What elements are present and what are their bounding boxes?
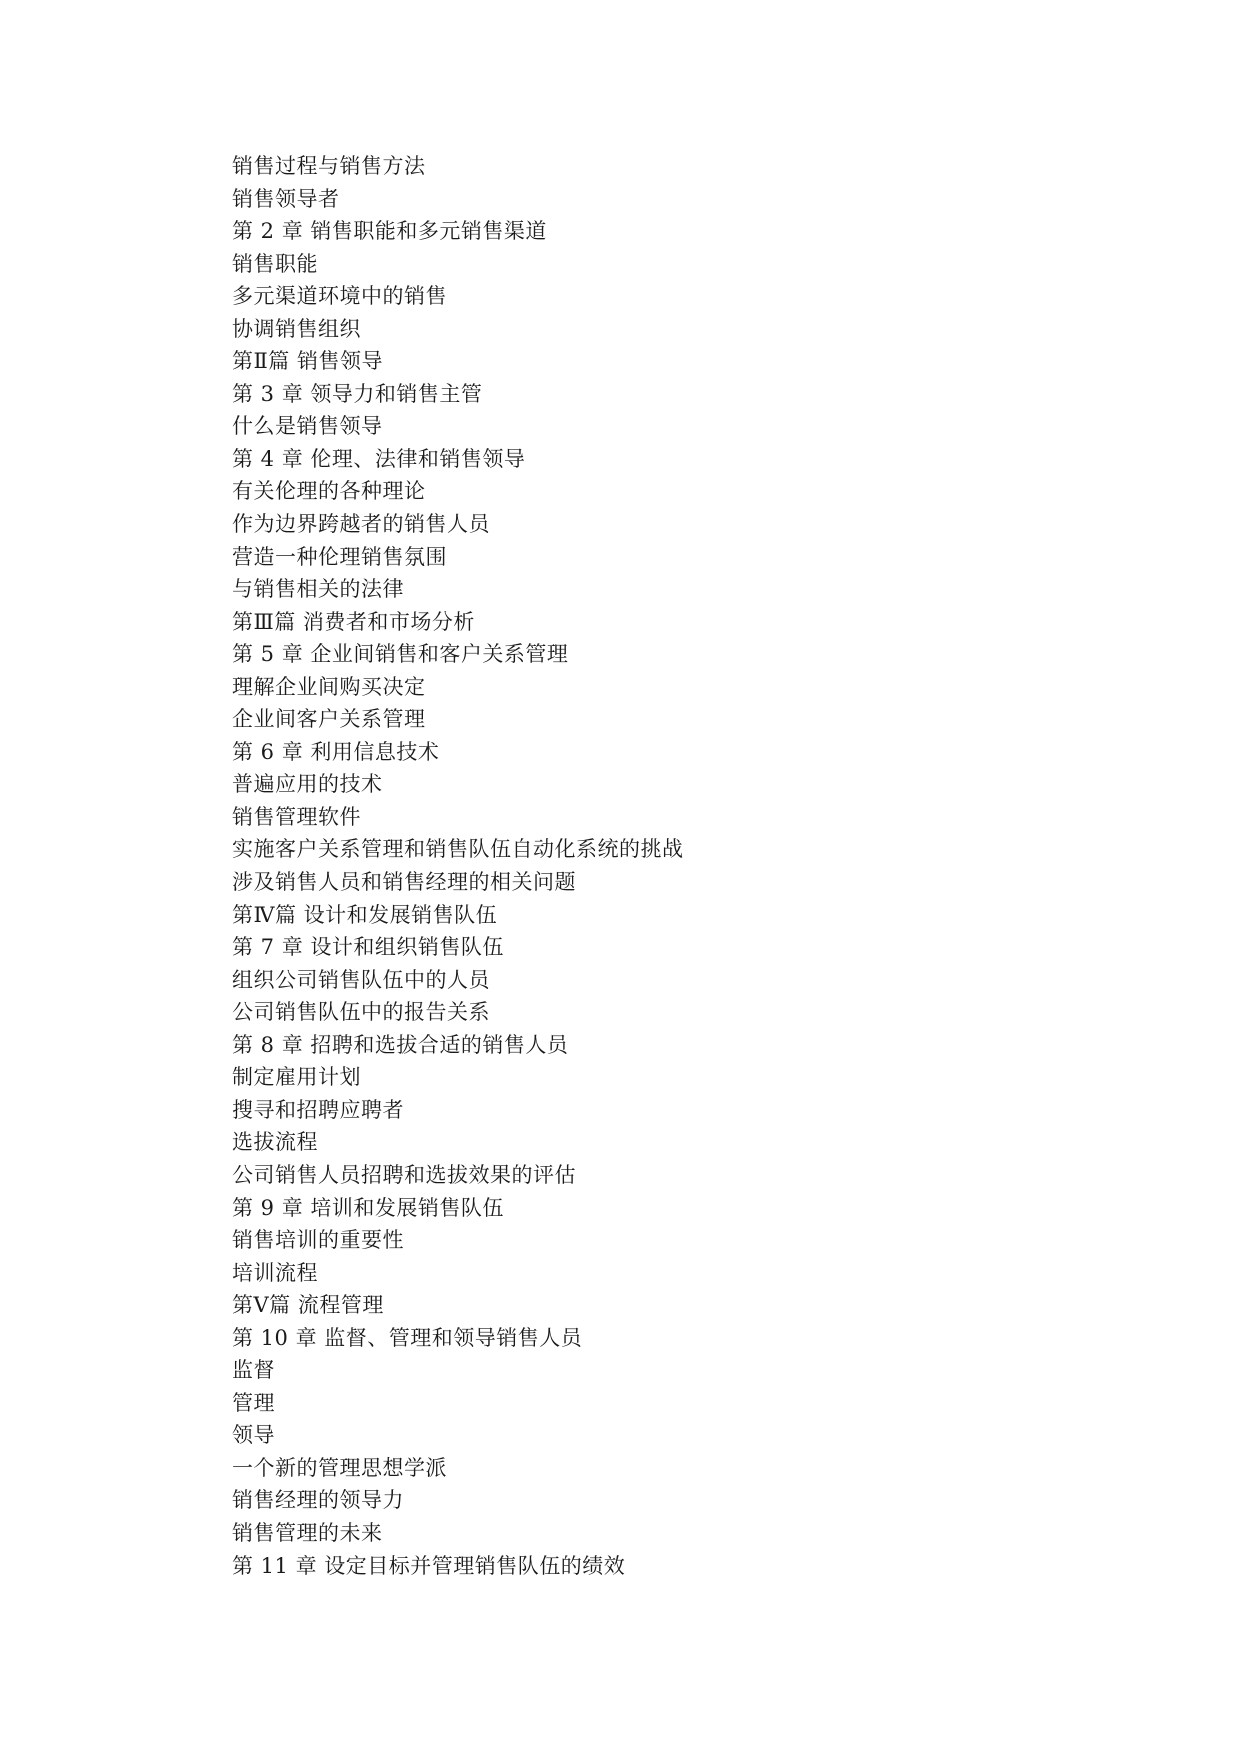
toc-line: 第 7 章 设计和组织销售队伍	[232, 935, 504, 960]
toc-line: 营造一种伦理销售氛围	[232, 544, 447, 569]
toc-line: 第Ⅱ篇 销售领导	[232, 349, 383, 374]
toc-line: 第 9 章 培训和发展销售队伍	[232, 1195, 504, 1220]
toc-line: 销售管理的未来	[232, 1520, 383, 1545]
table-of-contents	[232, 150, 684, 1582]
toc-line: 销售培训的重要性	[232, 1228, 404, 1253]
toc-line: 选拔流程	[232, 1130, 318, 1155]
toc-line: 第 3 章 领导力和销售主管	[232, 381, 483, 406]
toc-line: 第 6 章 利用信息技术	[232, 739, 440, 764]
toc-line: 一个新的管理思想学派	[232, 1455, 447, 1480]
toc-line: 销售职能	[232, 251, 318, 276]
toc-line: 第 2 章 销售职能和多元销售渠道	[232, 219, 547, 244]
toc-line: 第 4 章 伦理、法律和销售领导	[232, 446, 526, 471]
toc-line: 搜寻和招聘应聘者	[232, 1097, 404, 1122]
toc-line: 第 8 章 招聘和选拔合适的销售人员	[232, 1032, 569, 1057]
toc-line: 涉及销售人员和销售经理的相关问题	[232, 870, 576, 895]
toc-line: 管理	[232, 1390, 275, 1415]
toc-line: 与销售相关的法律	[232, 577, 404, 602]
toc-line: 公司销售人员招聘和选拔效果的评估	[232, 1162, 576, 1187]
toc-line: 第 10 章 监督、管理和领导销售人员	[232, 1325, 583, 1350]
toc-line: 销售过程与销售方法	[232, 154, 426, 178]
toc-line: 监督	[232, 1358, 275, 1383]
toc-line: 第 11 章 设定目标并管理销售队伍的绩效	[232, 1553, 626, 1578]
toc-line: 第Ⅲ篇 消费者和市场分析	[232, 609, 475, 634]
toc-line: 制定雇用计划	[232, 1065, 361, 1090]
toc-line: 销售经理的领导力	[232, 1488, 404, 1513]
toc-line: 协调销售组织	[232, 316, 361, 341]
toc-line: 实施客户关系管理和销售队伍自动化系统的挑战	[232, 837, 684, 862]
toc-line: 培训流程	[232, 1260, 318, 1285]
toc-line: 什么是销售领导	[232, 414, 383, 439]
toc-line: 企业间客户关系管理	[232, 707, 426, 732]
toc-line: 有关伦理的各种理论	[232, 479, 426, 504]
toc-line: 公司销售队伍中的报告关系	[232, 1000, 490, 1025]
toc-line: 普遍应用的技术	[232, 772, 383, 797]
toc-line: 销售领导者	[232, 186, 340, 211]
toc-line: 销售管理软件	[232, 804, 361, 829]
toc-line: 第Ⅳ篇 设计和发展销售队伍	[232, 902, 498, 927]
toc-line: 领导	[232, 1423, 275, 1448]
toc-line: 组织公司销售队伍中的人员	[232, 967, 490, 992]
toc-line: 多元渠道环境中的销售	[232, 284, 447, 309]
toc-line: 第Ⅴ篇 流程管理	[232, 1293, 384, 1318]
toc-line: 作为边界跨越者的销售人员	[232, 512, 490, 537]
toc-line: 理解企业间购买决定	[232, 674, 426, 699]
toc-line: 第 5 章 企业间销售和客户关系管理	[232, 642, 569, 667]
